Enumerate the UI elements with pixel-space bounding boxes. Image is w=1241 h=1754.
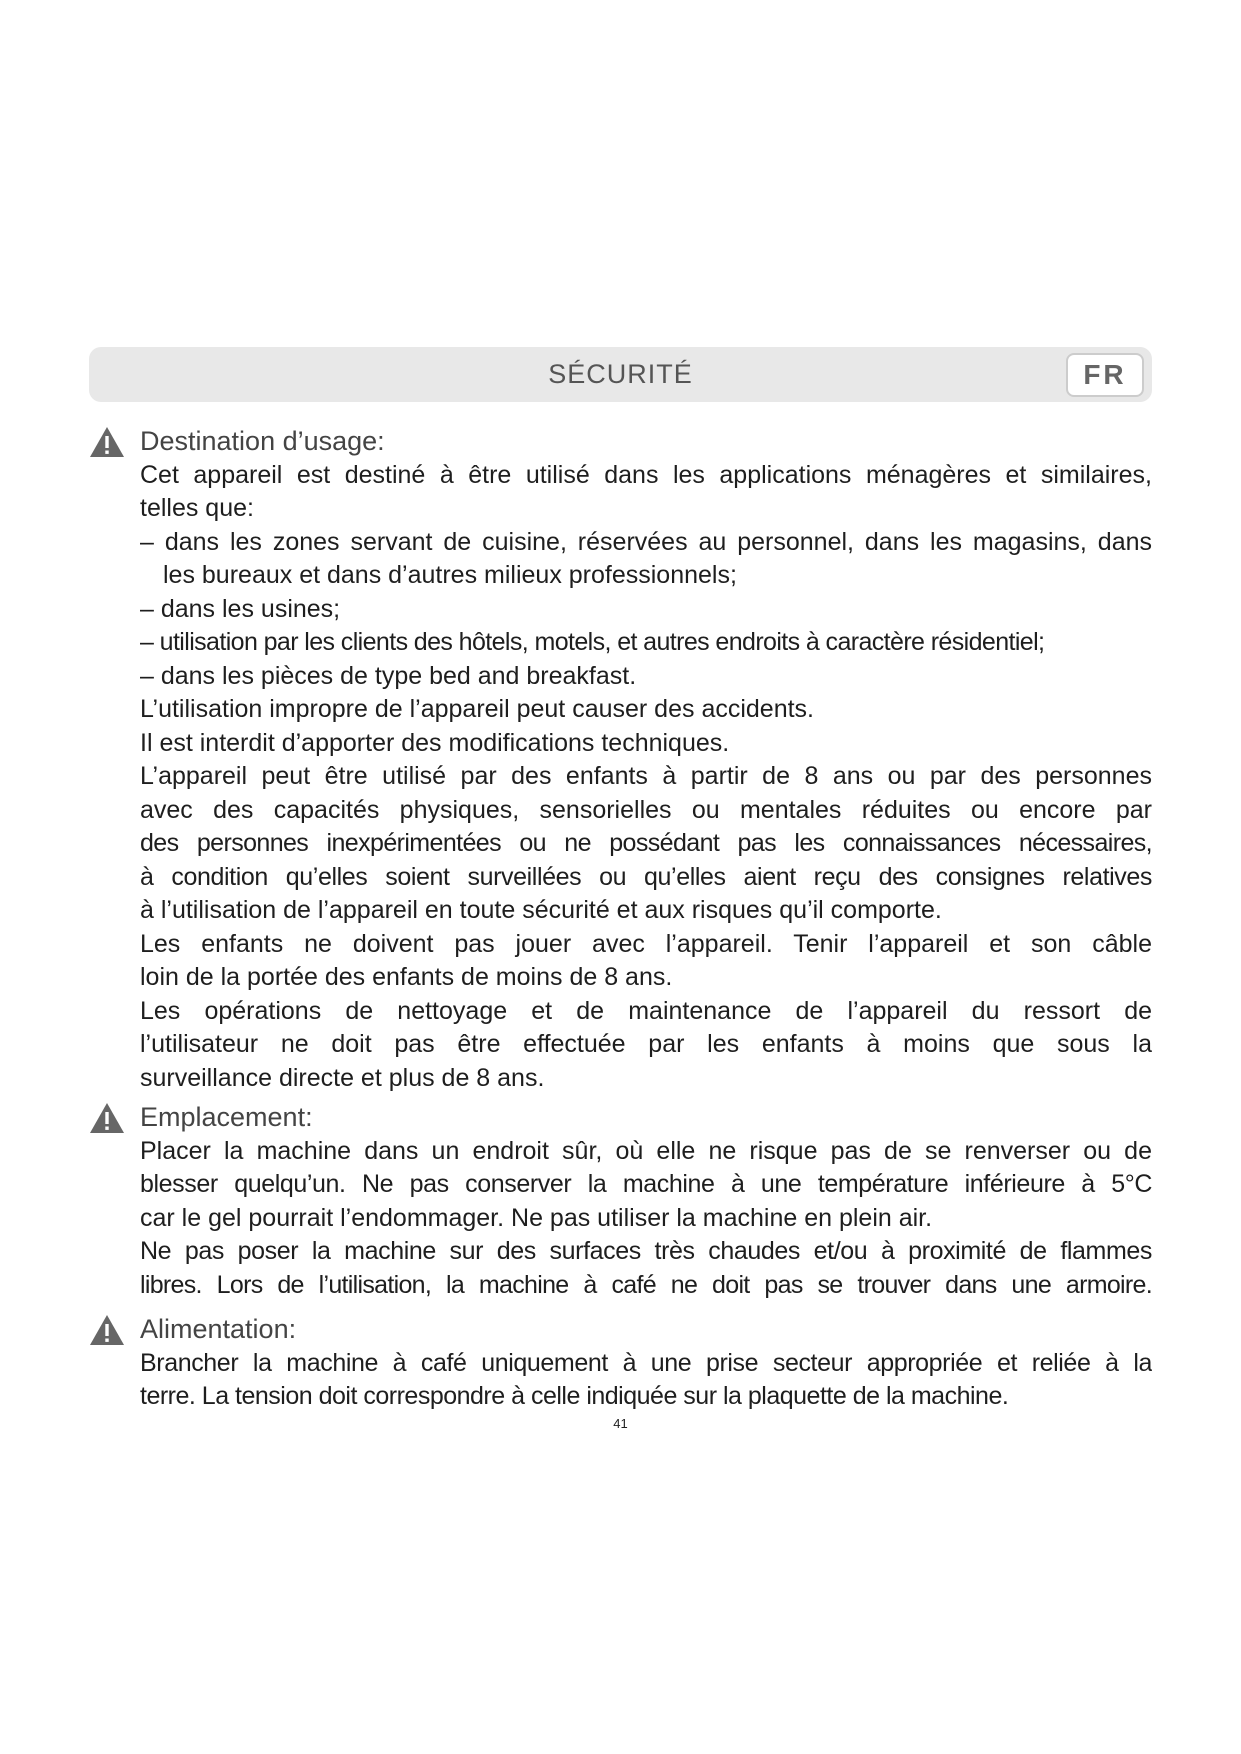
- text-line: libres. Lors de l’utilisation, la machine à café ne doit pas se trouver dans une armoire.: [140, 1270, 1152, 1299]
- heading-text: Destination d’usage:: [140, 426, 385, 456]
- list-item: – dans les pièces de type bed and breakfast.: [140, 661, 637, 690]
- text-line: des personnes inexpérimentées ou ne possédant pas les connaissances nécessaires,: [140, 829, 1152, 857]
- list-item: – dans les zones servant de cuisine, réservées au personnel, dans les magasins, dans: [140, 527, 1152, 556]
- text-line: à condition qu’elles soient surveillées ou qu’elles aient reçu des consignes relatives: [140, 862, 1152, 891]
- section-heading: [89, 1313, 1152, 1347]
- list-item: – dans les usines;: [140, 594, 341, 623]
- section-heading: [89, 1101, 1152, 1135]
- warning-icon: [89, 426, 125, 458]
- text-line: surveillance directe et plus de 8 ans.: [140, 1063, 545, 1092]
- language-badge: FR: [1066, 353, 1144, 397]
- list-item: – utilisation par les clients des hôtels, motels, et autres endroits à caractère résidentiel;: [140, 628, 1045, 656]
- text-line: Les enfants ne doivent pas jouer avec l’appareil. Tenir l’appareil et son câble: [140, 929, 1152, 958]
- page-number: 41: [613, 1416, 628, 1431]
- text-line: Placer la machine dans un endroit sûr, où elle ne risque pas de se renverser ou de: [140, 1136, 1152, 1165]
- section-header-bar: [89, 347, 1152, 402]
- text-line: L’appareil peut être utilisé par des enfants à partir de 8 ans ou par des personnes: [140, 762, 1152, 790]
- text-line: blesser quelqu’un. Ne pas conserver la machine à une température inférieure à 5°C: [140, 1170, 1152, 1198]
- text-line: L’utilisation impropre de l’appareil peut causer des accidents.: [140, 695, 814, 723]
- text-line: Brancher la machine à café uniquement à une prise secteur appropriée et reliée à la: [140, 1348, 1152, 1377]
- section-destination: [89, 425, 1152, 1095]
- text-line: avec des capacités physiques, sensorielles ou mentales réduites ou encore par: [140, 795, 1152, 824]
- text-line: à l’utilisation de l’appareil en toute sécurité et aux risques qu’il comporte.: [140, 896, 942, 924]
- section-alimentation: [89, 1313, 1152, 1414]
- section-emplacement: [89, 1101, 1152, 1302]
- heading-text: Emplacement:: [140, 1102, 313, 1132]
- list-item-continued: les bureaux et dans d’autres milieux professionnels;: [163, 561, 737, 589]
- text-line: l’utilisateur ne doit pas être effectuée par les enfants à moins que sous la: [140, 1030, 1152, 1058]
- page-title: SÉCURITÉ: [548, 359, 693, 389]
- text-line: terre. La tension doit correspondre à celle indiquée sur la plaquette de la machine.: [140, 1382, 1009, 1410]
- warning-icon: [89, 1102, 125, 1134]
- text-line: car le gel pourrait l’endommager. Ne pas utiliser la machine en plein air.: [140, 1203, 933, 1232]
- text-line: Ne pas poser la machine sur des surfaces très chaudes et/ou à proximité de flammes: [140, 1237, 1152, 1265]
- text-line: loin de la portée des enfants de moins de 8 ans.: [140, 963, 673, 991]
- text-line: Les opérations de nettoyage et de maintenance de l’appareil du ressort de: [140, 996, 1152, 1025]
- text-line: Cet appareil est destiné à être utilisé dans les applications ménagères et similaires,: [140, 460, 1152, 489]
- text-line: Il est interdit d’apporter des modifications techniques.: [140, 728, 730, 757]
- heading-text: Alimentation:: [140, 1314, 297, 1344]
- section-heading: [89, 425, 1152, 459]
- warning-icon: [89, 1314, 125, 1346]
- text-line: telles que:: [140, 494, 254, 522]
